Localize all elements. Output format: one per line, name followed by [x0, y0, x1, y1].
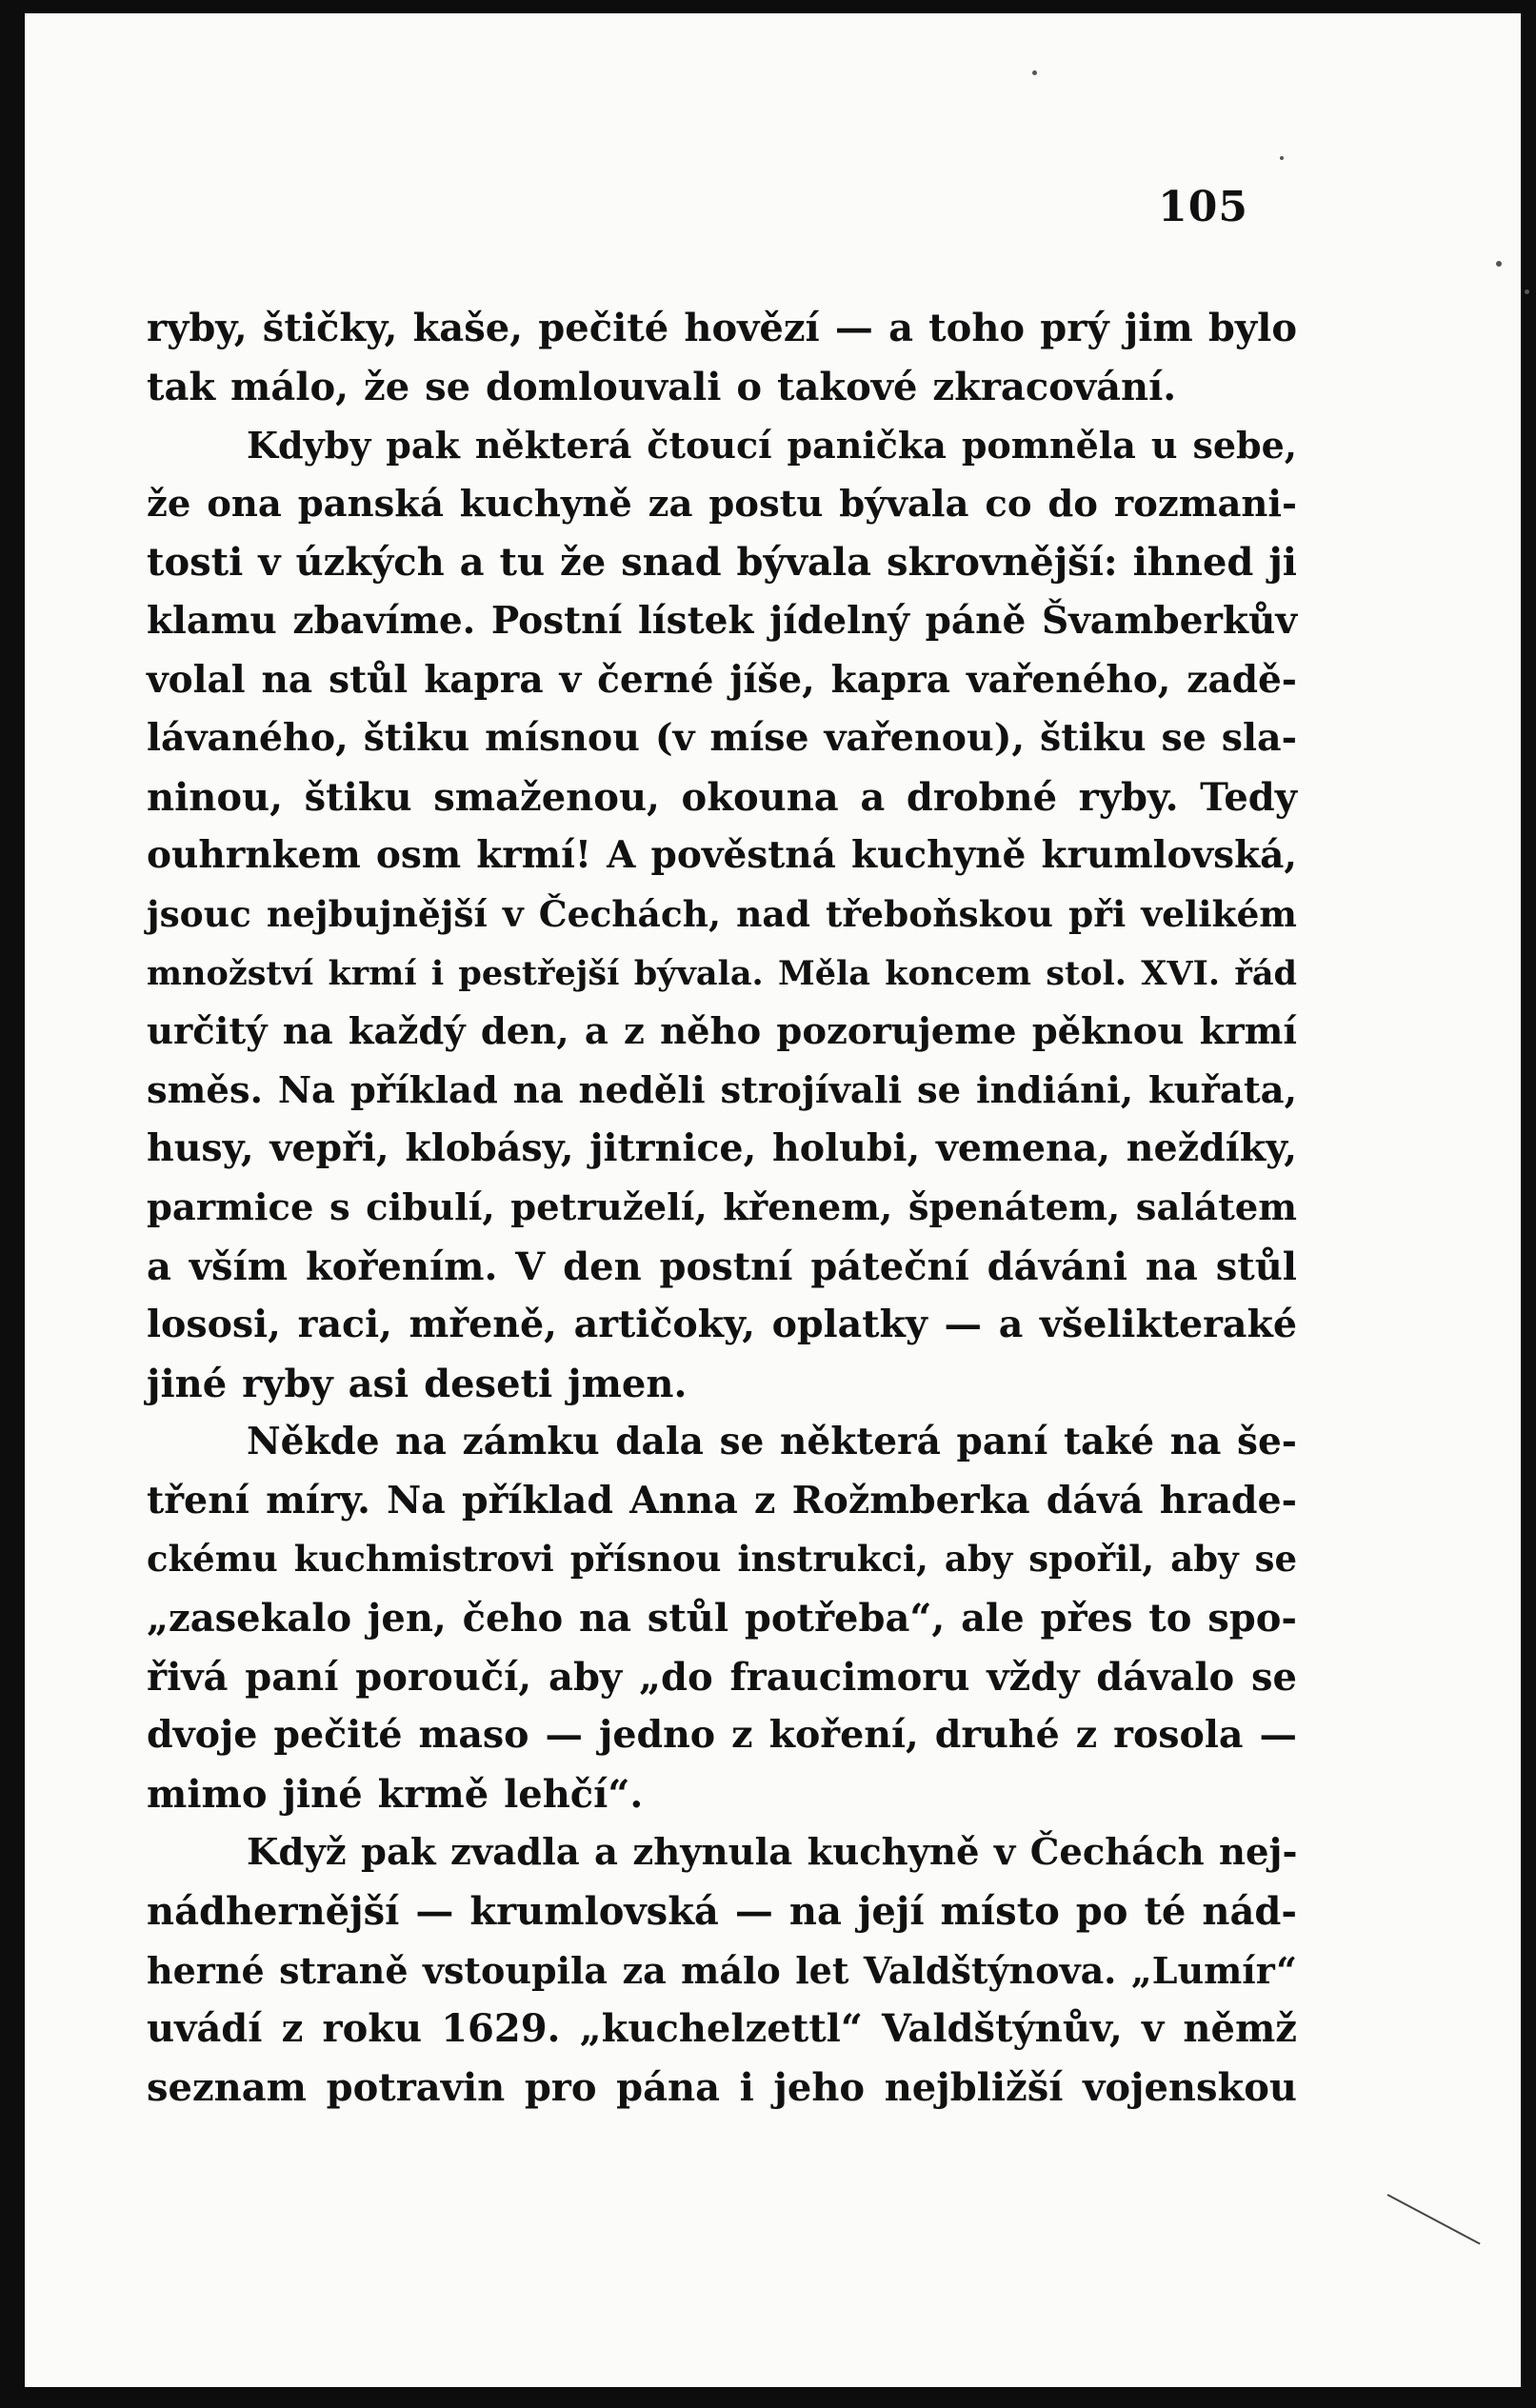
scan-speck	[1032, 70, 1037, 75]
text-line: parmice s cibulí, petruželí, křenem, špenátem, salátem	[147, 1185, 1297, 1229]
text-line: „zasekalo jen, čeho na stůl potřeba“, ale přes to spo-	[147, 1596, 1297, 1642]
text-line: že ona panská kuchyně za postu bývala co do rozmani-	[147, 482, 1297, 526]
text-line: jiné ryby asi deseti jmen.	[147, 1361, 688, 1406]
text-line: tak málo, že se domlouvali o takové zkracování.	[147, 364, 1177, 409]
text-line: husy, vepři, klobásy, jitrnice, holubi, vemena, neždíky,	[147, 1126, 1297, 1171]
text-line: klamu zbavíme. Postní lístek jídelný páně Švamberkův	[147, 598, 1297, 643]
text-line: tosti v úzkých a tu že snad bývala skrovnější: ihned ji	[147, 540, 1297, 586]
text-line: směs. Na příklad na neděli strojívali se indiáni, kuřata,	[147, 1068, 1297, 1112]
text-line: jsouc nejbujnější v Čechách, nad třeboňskou při velikém	[147, 892, 1297, 935]
body-text	[147, 299, 1297, 2117]
text-line: určitý na každý den, a z něho pozorujeme pěknou krmí	[147, 1010, 1297, 1054]
text-line: nádhernější — krumlovská — na její místo po té nád-	[147, 1889, 1297, 1935]
page-number: 105	[1158, 183, 1248, 231]
paragraph-start-line: Když pak zvadla a zhynula kuchyně v Čechách nej-	[247, 1831, 1298, 1875]
text-line: lávaného, štiku mísnou (v míse vařenou), štiku se sla-	[147, 716, 1297, 761]
text-line: mimo jiné krmě lehčí“.	[147, 1771, 644, 1817]
scan-speck	[1525, 289, 1529, 294]
text-line: řivá paní poroučí, aby „do fraucimoru vždy dávalo se	[147, 1654, 1297, 1700]
text-line: množství krmí i pestřejší bývala. Měla koncem stol. XVI. řád	[147, 953, 1297, 993]
text-line: tření míry. Na příklad Anna z Rožmberka dává hrade-	[147, 1478, 1297, 1522]
scan-edge-mark	[1387, 2194, 1481, 2244]
text-line: volal na stůl kapra v černé jíše, kapra vařeného, zadě-	[147, 657, 1297, 702]
text-line: dvoje pečité maso — jedno z koření, druhé z rosola —	[147, 1713, 1297, 1758]
text-line: seznam potravin pro pána i jeho nejbližší vojenskou	[147, 2064, 1297, 2110]
text-line: lososi, raci, mřeně, artičoky, oplatky — a všelikteraké	[147, 1303, 1297, 1347]
paragraph-start-line: Kdyby pak některá čtoucí panička pomněla u sebe,	[247, 424, 1297, 468]
text-line: ninou, štiku smaženou, okouna a drobné ryby. Tedy	[147, 774, 1297, 820]
paragraph-start-line: Někde na zámku dala se některá paní také na še-	[247, 1420, 1297, 1464]
text-line: a vším kořením. V den postní páteční dáváni na stůl	[147, 1244, 1297, 1289]
scan-speck	[1496, 261, 1502, 267]
scan-speck	[1280, 156, 1284, 160]
text-line: ouhrnkem osm krmí! A pověstná kuchyně krumlovská,	[147, 833, 1297, 878]
text-line: ckému kuchmistrovi přísnou instrukci, aby spořil, aby se	[147, 1538, 1297, 1581]
text-line: herné straně vstoupila za málo let Valdštýnova. „Lumír“	[147, 1948, 1297, 1992]
text-line: uvádí z roku 1629. „kuchelzettl“ Valdštýnův, v němž	[147, 2006, 1297, 2052]
text-line: ryby, štičky, kaše, pečité hovězí — a toho prý jim bylo	[147, 306, 1297, 350]
